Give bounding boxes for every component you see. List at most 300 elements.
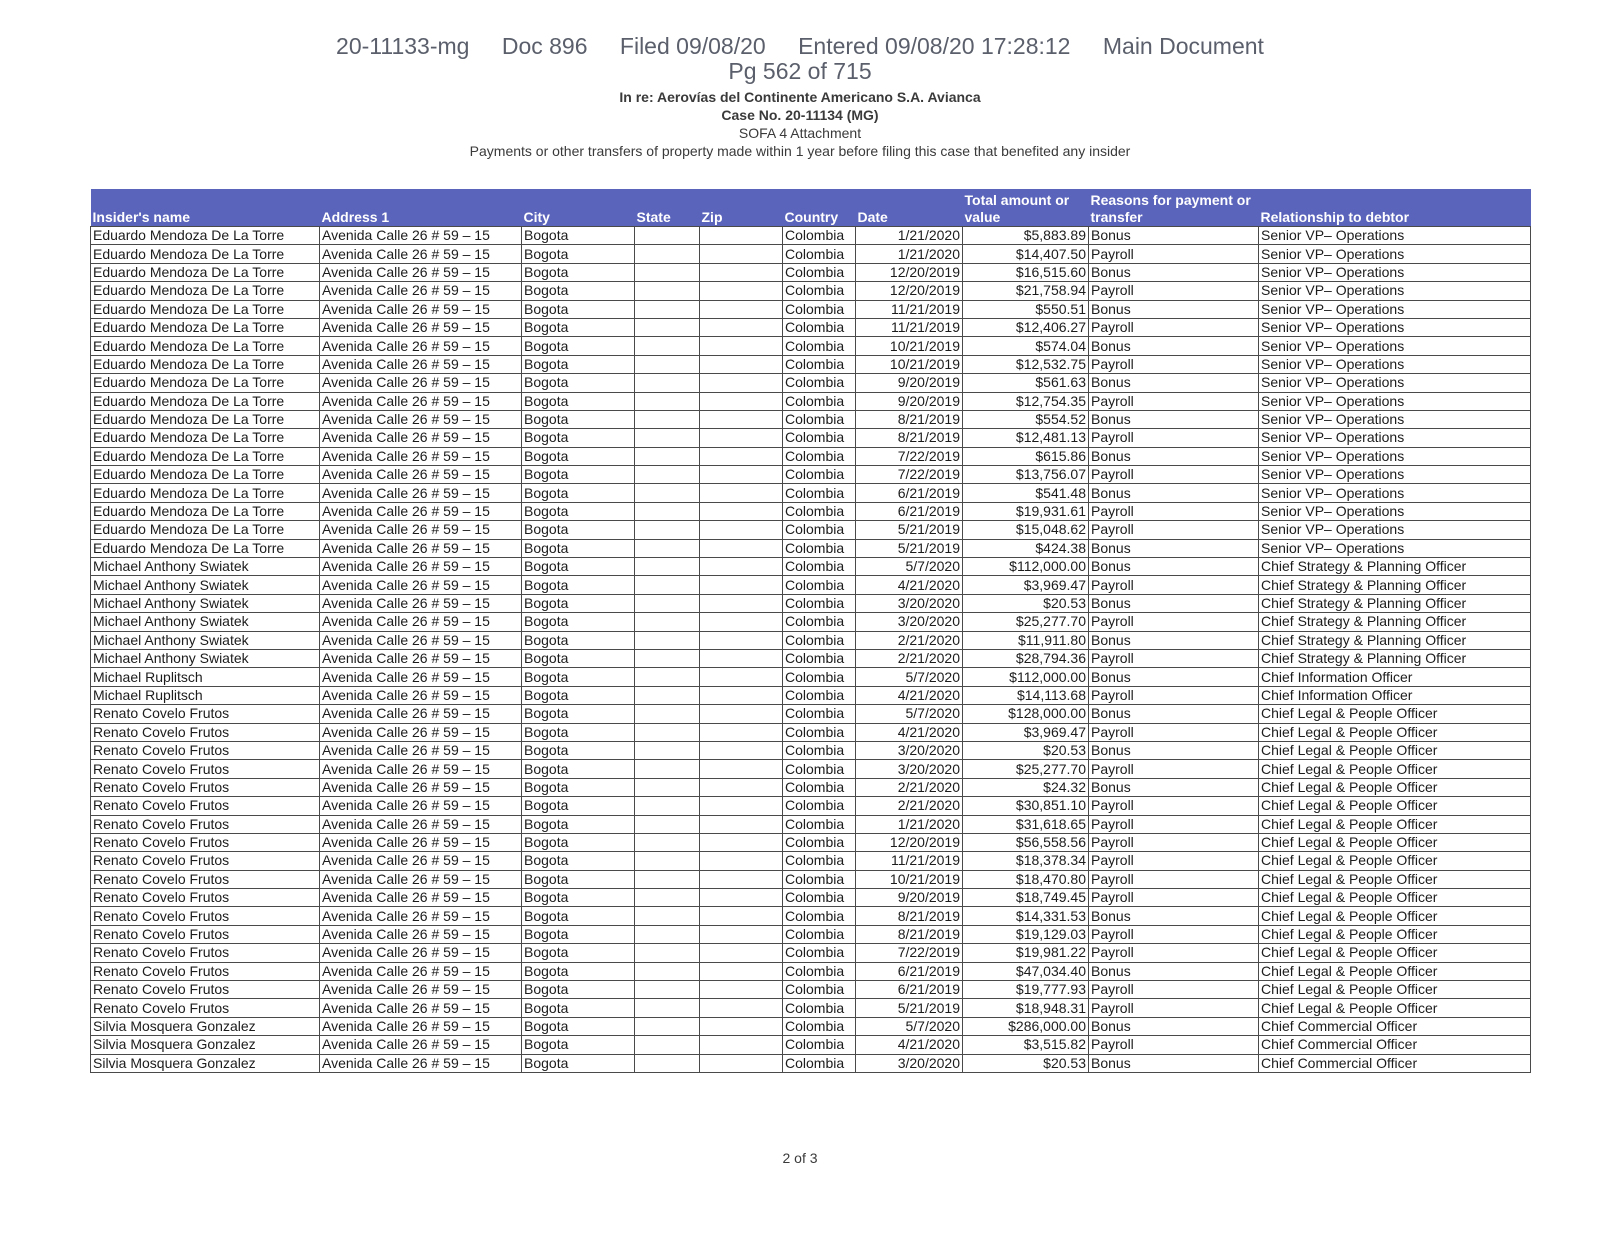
table-row [91, 227, 1531, 245]
cell-address: Avenida Calle 26 # 59 – 15 [320, 300, 522, 318]
cell-date: 8/21/2019 [856, 907, 963, 925]
cell-insider-name: Renato Covelo Frutos [91, 981, 320, 999]
cell-reason: Bonus [1089, 337, 1259, 355]
cell-amount: $18,749.45 [963, 889, 1089, 907]
cell-insider-name: Eduardo Mendoza De La Torre [91, 374, 320, 392]
cell-address: Avenida Calle 26 # 59 – 15 [320, 392, 522, 410]
cell-state [635, 429, 700, 447]
cell-address: Avenida Calle 26 # 59 – 15 [320, 355, 522, 373]
cell-address: Avenida Calle 26 # 59 – 15 [320, 502, 522, 520]
cell-city: Bogota [522, 1017, 635, 1035]
table-row [91, 815, 1531, 833]
cell-state [635, 760, 700, 778]
cell-amount: $14,331.53 [963, 907, 1089, 925]
cell-amount: $554.52 [963, 410, 1089, 428]
cell-city: Bogota [522, 227, 635, 245]
cell-country: Colombia [783, 576, 856, 594]
cell-state [635, 337, 700, 355]
table-row [91, 1054, 1531, 1072]
cell-country: Colombia [783, 797, 856, 815]
cell-address: Avenida Calle 26 # 59 – 15 [320, 245, 522, 263]
cell-amount: $15,048.62 [963, 521, 1089, 539]
cell-date: 4/21/2020 [856, 576, 963, 594]
cell-city: Bogota [522, 1054, 635, 1072]
cell-insider-name: Eduardo Mendoza De La Torre [91, 245, 320, 263]
cell-country: Colombia [783, 833, 856, 851]
cell-reason: Payroll [1089, 429, 1259, 447]
cell-country: Colombia [783, 705, 856, 723]
cell-date: 6/21/2019 [856, 962, 963, 980]
cell-reason: Payroll [1089, 1036, 1259, 1054]
cell-relationship: Senior VP– Operations [1259, 227, 1531, 245]
cell-insider-name: Renato Covelo Frutos [91, 741, 320, 759]
cell-reason: Bonus [1089, 1054, 1259, 1072]
table-row [91, 429, 1531, 447]
cell-city: Bogota [522, 723, 635, 741]
cell-reason: Payroll [1089, 466, 1259, 484]
cell-reason: Bonus [1089, 558, 1259, 576]
cell-insider-name: Eduardo Mendoza De La Torre [91, 337, 320, 355]
cell-relationship: Chief Legal & People Officer [1259, 723, 1531, 741]
cell-country: Colombia [783, 907, 856, 925]
cell-date: 6/21/2019 [856, 981, 963, 999]
cell-address: Avenida Calle 26 # 59 – 15 [320, 981, 522, 999]
cell-insider-name: Eduardo Mendoza De La Torre [91, 355, 320, 373]
cell-city: Bogota [522, 263, 635, 281]
cell-relationship: Chief Legal & People Officer [1259, 705, 1531, 723]
cell-address: Avenida Calle 26 # 59 – 15 [320, 631, 522, 649]
table-row [91, 870, 1531, 888]
cell-amount: $574.04 [963, 337, 1089, 355]
cell-date: 8/21/2019 [856, 429, 963, 447]
cell-address: Avenida Calle 26 # 59 – 15 [320, 558, 522, 576]
cell-city: Bogota [522, 631, 635, 649]
cell-zip [700, 797, 783, 815]
cell-reason: Payroll [1089, 686, 1259, 704]
cell-relationship: Senior VP– Operations [1259, 484, 1531, 502]
cell-reason: Bonus [1089, 962, 1259, 980]
cell-insider-name: Renato Covelo Frutos [91, 944, 320, 962]
cell-country: Colombia [783, 668, 856, 686]
column-header-country: Country [783, 189, 856, 227]
cell-insider-name: Eduardo Mendoza De La Torre [91, 300, 320, 318]
cell-state [635, 815, 700, 833]
attachment-description: Payments or other transfers of property made within 1 year before filing this case that benefited any insider [469, 143, 1131, 159]
cell-date: 9/20/2019 [856, 374, 963, 392]
cell-zip [700, 558, 783, 576]
cell-country: Colombia [783, 539, 856, 557]
cell-amount: $541.48 [963, 484, 1089, 502]
column-header-reason: Reasons for payment or transfer [1089, 189, 1259, 227]
cell-address: Avenida Calle 26 # 59 – 15 [320, 797, 522, 815]
cell-relationship: Chief Commercial Officer [1259, 1036, 1531, 1054]
cell-date: 8/21/2019 [856, 410, 963, 428]
cell-country: Colombia [783, 594, 856, 612]
table-row [91, 778, 1531, 796]
cell-zip [700, 999, 783, 1017]
cell-relationship: Senior VP– Operations [1259, 539, 1531, 557]
column-header-relationship: Relationship to debtor [1259, 189, 1531, 227]
cell-insider-name: Michael Anthony Swiatek [91, 613, 320, 631]
table-row [91, 282, 1531, 300]
cell-zip [700, 521, 783, 539]
cell-reason: Payroll [1089, 392, 1259, 410]
cell-zip [700, 778, 783, 796]
cell-reason: Bonus [1089, 374, 1259, 392]
cell-state [635, 594, 700, 612]
cell-relationship: Senior VP– Operations [1259, 355, 1531, 373]
cell-reason: Payroll [1089, 925, 1259, 943]
cell-insider-name: Michael Anthony Swiatek [91, 576, 320, 594]
cell-address: Avenida Calle 26 # 59 – 15 [320, 466, 522, 484]
cell-relationship: Chief Strategy & Planning Officer [1259, 558, 1531, 576]
cell-state [635, 355, 700, 373]
cell-city: Bogota [522, 705, 635, 723]
cell-country: Colombia [783, 318, 856, 336]
cell-country: Colombia [783, 429, 856, 447]
cell-reason: Bonus [1089, 539, 1259, 557]
doc-number: Doc 896 [501, 33, 588, 59]
cell-relationship: Senior VP– Operations [1259, 318, 1531, 336]
cell-reason: Bonus [1089, 594, 1259, 612]
cell-country: Colombia [783, 300, 856, 318]
cell-relationship: Chief Legal & People Officer [1259, 962, 1531, 980]
cell-country: Colombia [783, 686, 856, 704]
cell-zip [700, 760, 783, 778]
cell-insider-name: Eduardo Mendoza De La Torre [91, 318, 320, 336]
table-row [91, 760, 1531, 778]
cell-reason: Bonus [1089, 778, 1259, 796]
cell-country: Colombia [783, 521, 856, 539]
cell-reason: Payroll [1089, 502, 1259, 520]
cell-zip [700, 705, 783, 723]
cell-zip [700, 337, 783, 355]
cell-relationship: Senior VP– Operations [1259, 374, 1531, 392]
cell-reason: Payroll [1089, 318, 1259, 336]
cell-reason: Payroll [1089, 723, 1259, 741]
cell-relationship: Chief Strategy & Planning Officer [1259, 649, 1531, 667]
cell-date: 7/22/2019 [856, 944, 963, 962]
cell-amount: $31,618.65 [963, 815, 1089, 833]
cell-country: Colombia [783, 502, 856, 520]
cell-country: Colombia [783, 778, 856, 796]
cell-date: 6/21/2019 [856, 502, 963, 520]
cell-state [635, 410, 700, 428]
cell-relationship: Chief Legal & People Officer [1259, 981, 1531, 999]
cell-address: Avenida Calle 26 # 59 – 15 [320, 410, 522, 428]
table-row [91, 925, 1531, 943]
cell-insider-name: Silvia Mosquera Gonzalez [91, 1017, 320, 1035]
cell-insider-name: Silvia Mosquera Gonzalez [91, 1054, 320, 1072]
cell-reason: Bonus [1089, 1017, 1259, 1035]
cell-date: 1/21/2020 [856, 815, 963, 833]
cell-city: Bogota [522, 282, 635, 300]
cell-zip [700, 668, 783, 686]
cell-state [635, 925, 700, 943]
cell-country: Colombia [783, 760, 856, 778]
table-row [91, 944, 1531, 962]
cell-zip [700, 613, 783, 631]
cell-relationship: Chief Strategy & Planning Officer [1259, 631, 1531, 649]
table-row [91, 539, 1531, 557]
cell-state [635, 1036, 700, 1054]
cell-amount: $56,558.56 [963, 833, 1089, 851]
cell-country: Colombia [783, 999, 856, 1017]
cell-zip [700, 870, 783, 888]
cell-insider-name: Renato Covelo Frutos [91, 778, 320, 796]
cell-amount: $20.53 [963, 741, 1089, 759]
cell-address: Avenida Calle 26 # 59 – 15 [320, 429, 522, 447]
table-row [91, 447, 1531, 465]
cell-amount: $12,481.13 [963, 429, 1089, 447]
cell-state [635, 833, 700, 851]
cell-city: Bogota [522, 962, 635, 980]
cell-address: Avenida Calle 26 # 59 – 15 [320, 227, 522, 245]
cell-country: Colombia [783, 723, 856, 741]
cell-state [635, 374, 700, 392]
cell-country: Colombia [783, 962, 856, 980]
table-row [91, 686, 1531, 704]
cell-amount: $128,000.00 [963, 705, 1089, 723]
cell-address: Avenida Calle 26 # 59 – 15 [320, 778, 522, 796]
cell-reason: Payroll [1089, 613, 1259, 631]
cell-state [635, 558, 700, 576]
cell-amount: $28,794.36 [963, 649, 1089, 667]
cell-insider-name: Eduardo Mendoza De La Torre [91, 484, 320, 502]
cell-amount: $11,911.80 [963, 631, 1089, 649]
cell-state [635, 981, 700, 999]
cell-reason: Bonus [1089, 227, 1259, 245]
cell-address: Avenida Calle 26 # 59 – 15 [320, 723, 522, 741]
cell-state [635, 999, 700, 1017]
table-row [91, 1017, 1531, 1035]
cell-zip [700, 300, 783, 318]
cell-date: 3/20/2020 [856, 741, 963, 759]
cell-amount: $550.51 [963, 300, 1089, 318]
cell-country: Colombia [783, 1054, 856, 1072]
cell-state [635, 576, 700, 594]
cell-amount: $24.32 [963, 778, 1089, 796]
cell-insider-name: Michael Anthony Swiatek [91, 558, 320, 576]
cell-city: Bogota [522, 852, 635, 870]
cell-city: Bogota [522, 668, 635, 686]
cell-relationship: Chief Legal & People Officer [1259, 815, 1531, 833]
cell-zip [700, 447, 783, 465]
cell-date: 2/21/2020 [856, 778, 963, 796]
cell-city: Bogota [522, 429, 635, 447]
cell-country: Colombia [783, 1036, 856, 1054]
cell-address: Avenida Calle 26 # 59 – 15 [320, 760, 522, 778]
cell-date: 5/21/2019 [856, 999, 963, 1017]
cell-zip [700, 410, 783, 428]
case-no-line: Case No. 20-11134 (MG) [721, 107, 879, 123]
table-row [91, 705, 1531, 723]
cell-address: Avenida Calle 26 # 59 – 15 [320, 870, 522, 888]
cell-amount: $21,758.94 [963, 282, 1089, 300]
cell-relationship: Chief Strategy & Planning Officer [1259, 594, 1531, 612]
cell-city: Bogota [522, 410, 635, 428]
cell-insider-name: Renato Covelo Frutos [91, 907, 320, 925]
column-header-address: Address 1 [320, 189, 522, 227]
cell-country: Colombia [783, 282, 856, 300]
cell-relationship: Chief Legal & People Officer [1259, 999, 1531, 1017]
table-row [91, 337, 1531, 355]
cell-state [635, 741, 700, 759]
cell-reason: Payroll [1089, 649, 1259, 667]
cell-zip [700, 686, 783, 704]
table-row [91, 852, 1531, 870]
cell-city: Bogota [522, 558, 635, 576]
cell-address: Avenida Calle 26 # 59 – 15 [320, 484, 522, 502]
cell-state [635, 300, 700, 318]
cell-insider-name: Renato Covelo Frutos [91, 760, 320, 778]
cell-state [635, 705, 700, 723]
cell-date: 3/20/2020 [856, 760, 963, 778]
cell-state [635, 282, 700, 300]
main-document-label: Main Document [1102, 33, 1264, 59]
cell-city: Bogota [522, 594, 635, 612]
cell-country: Colombia [783, 447, 856, 465]
cell-address: Avenida Calle 26 # 59 – 15 [320, 1036, 522, 1054]
cell-insider-name: Renato Covelo Frutos [91, 815, 320, 833]
table-row [91, 981, 1531, 999]
cell-relationship: Chief Legal & People Officer [1259, 778, 1531, 796]
cell-city: Bogota [522, 374, 635, 392]
table-row [91, 999, 1531, 1017]
cell-amount: $18,948.31 [963, 999, 1089, 1017]
cell-address: Avenida Calle 26 # 59 – 15 [320, 668, 522, 686]
table-row [91, 355, 1531, 373]
cell-city: Bogota [522, 981, 635, 999]
cell-address: Avenida Calle 26 # 59 – 15 [320, 944, 522, 962]
table-row [91, 374, 1531, 392]
cell-state [635, 1054, 700, 1072]
cell-address: Avenida Calle 26 # 59 – 15 [320, 705, 522, 723]
cell-amount: $20.53 [963, 1054, 1089, 1072]
cell-relationship: Chief Strategy & Planning Officer [1259, 576, 1531, 594]
cell-amount: $20.53 [963, 594, 1089, 612]
cell-state [635, 318, 700, 336]
cell-address: Avenida Calle 26 # 59 – 15 [320, 318, 522, 336]
cell-country: Colombia [783, 410, 856, 428]
cell-address: Avenida Calle 26 # 59 – 15 [320, 741, 522, 759]
cell-date: 3/20/2020 [856, 613, 963, 631]
table-row [91, 649, 1531, 667]
cell-zip [700, 925, 783, 943]
cell-insider-name: Michael Ruplitsch [91, 668, 320, 686]
table-row [91, 889, 1531, 907]
cell-amount: $25,277.70 [963, 613, 1089, 631]
table-row [91, 613, 1531, 631]
cell-country: Colombia [783, 466, 856, 484]
cell-reason: Bonus [1089, 410, 1259, 428]
cell-zip [700, 429, 783, 447]
table-row [91, 741, 1531, 759]
cell-reason: Payroll [1089, 760, 1259, 778]
column-header-insider-name: Insider's name [91, 189, 320, 227]
document-heading [0, 88, 1600, 160]
cell-amount: $615.86 [963, 447, 1089, 465]
cell-address: Avenida Calle 26 # 59 – 15 [320, 263, 522, 281]
cell-relationship: Senior VP– Operations [1259, 300, 1531, 318]
cell-state [635, 613, 700, 631]
cell-zip [700, 741, 783, 759]
cell-state [635, 778, 700, 796]
table-row [91, 521, 1531, 539]
cell-amount: $12,532.75 [963, 355, 1089, 373]
cell-reason: Payroll [1089, 282, 1259, 300]
cell-insider-name: Renato Covelo Frutos [91, 889, 320, 907]
cell-date: 5/7/2020 [856, 1017, 963, 1035]
cell-country: Colombia [783, 631, 856, 649]
cell-insider-name: Eduardo Mendoza De La Torre [91, 521, 320, 539]
cell-amount: $561.63 [963, 374, 1089, 392]
table-row [91, 300, 1531, 318]
table-row [91, 576, 1531, 594]
cell-address: Avenida Calle 26 # 59 – 15 [320, 889, 522, 907]
cell-country: Colombia [783, 613, 856, 631]
cell-city: Bogota [522, 741, 635, 759]
cell-city: Bogota [522, 318, 635, 336]
cell-amount: $424.38 [963, 539, 1089, 557]
cell-insider-name: Renato Covelo Frutos [91, 705, 320, 723]
cell-address: Avenida Calle 26 # 59 – 15 [320, 447, 522, 465]
cell-insider-name: Eduardo Mendoza De La Torre [91, 410, 320, 428]
cell-relationship: Chief Legal & People Officer [1259, 741, 1531, 759]
table-row [91, 466, 1531, 484]
cell-country: Colombia [783, 649, 856, 667]
insider-payments-table [90, 189, 1531, 1073]
cell-city: Bogota [522, 539, 635, 557]
cell-insider-name: Eduardo Mendoza De La Torre [91, 392, 320, 410]
cell-state [635, 521, 700, 539]
cell-relationship: Chief Legal & People Officer [1259, 797, 1531, 815]
cell-zip [700, 962, 783, 980]
in-re-line: In re: Aerovías del Continente Americano S.A. Avianca [619, 89, 981, 105]
cell-city: Bogota [522, 502, 635, 520]
cell-country: Colombia [783, 227, 856, 245]
table-row [91, 631, 1531, 649]
cell-zip [700, 263, 783, 281]
court-filing-stamp [0, 34, 1600, 83]
cell-city: Bogota [522, 521, 635, 539]
cell-country: Colombia [783, 558, 856, 576]
cell-state [635, 466, 700, 484]
cell-country: Colombia [783, 337, 856, 355]
cell-state [635, 668, 700, 686]
cell-insider-name: Eduardo Mendoza De La Torre [91, 539, 320, 557]
cell-country: Colombia [783, 981, 856, 999]
cell-state [635, 245, 700, 263]
table-row [91, 392, 1531, 410]
cell-zip [700, 502, 783, 520]
cell-city: Bogota [522, 484, 635, 502]
cell-zip [700, 852, 783, 870]
cell-state [635, 723, 700, 741]
cell-zip [700, 723, 783, 741]
table-row [91, 263, 1531, 281]
cell-insider-name: Michael Ruplitsch [91, 686, 320, 704]
cell-reason: Bonus [1089, 300, 1259, 318]
cell-insider-name: Renato Covelo Frutos [91, 870, 320, 888]
cell-zip [700, 282, 783, 300]
table-row [91, 797, 1531, 815]
cell-relationship: Chief Legal & People Officer [1259, 907, 1531, 925]
cell-insider-name: Silvia Mosquera Gonzalez [91, 1036, 320, 1054]
cell-amount: $3,515.82 [963, 1036, 1089, 1054]
cell-address: Avenida Calle 26 # 59 – 15 [320, 576, 522, 594]
cell-address: Avenida Calle 26 # 59 – 15 [320, 521, 522, 539]
